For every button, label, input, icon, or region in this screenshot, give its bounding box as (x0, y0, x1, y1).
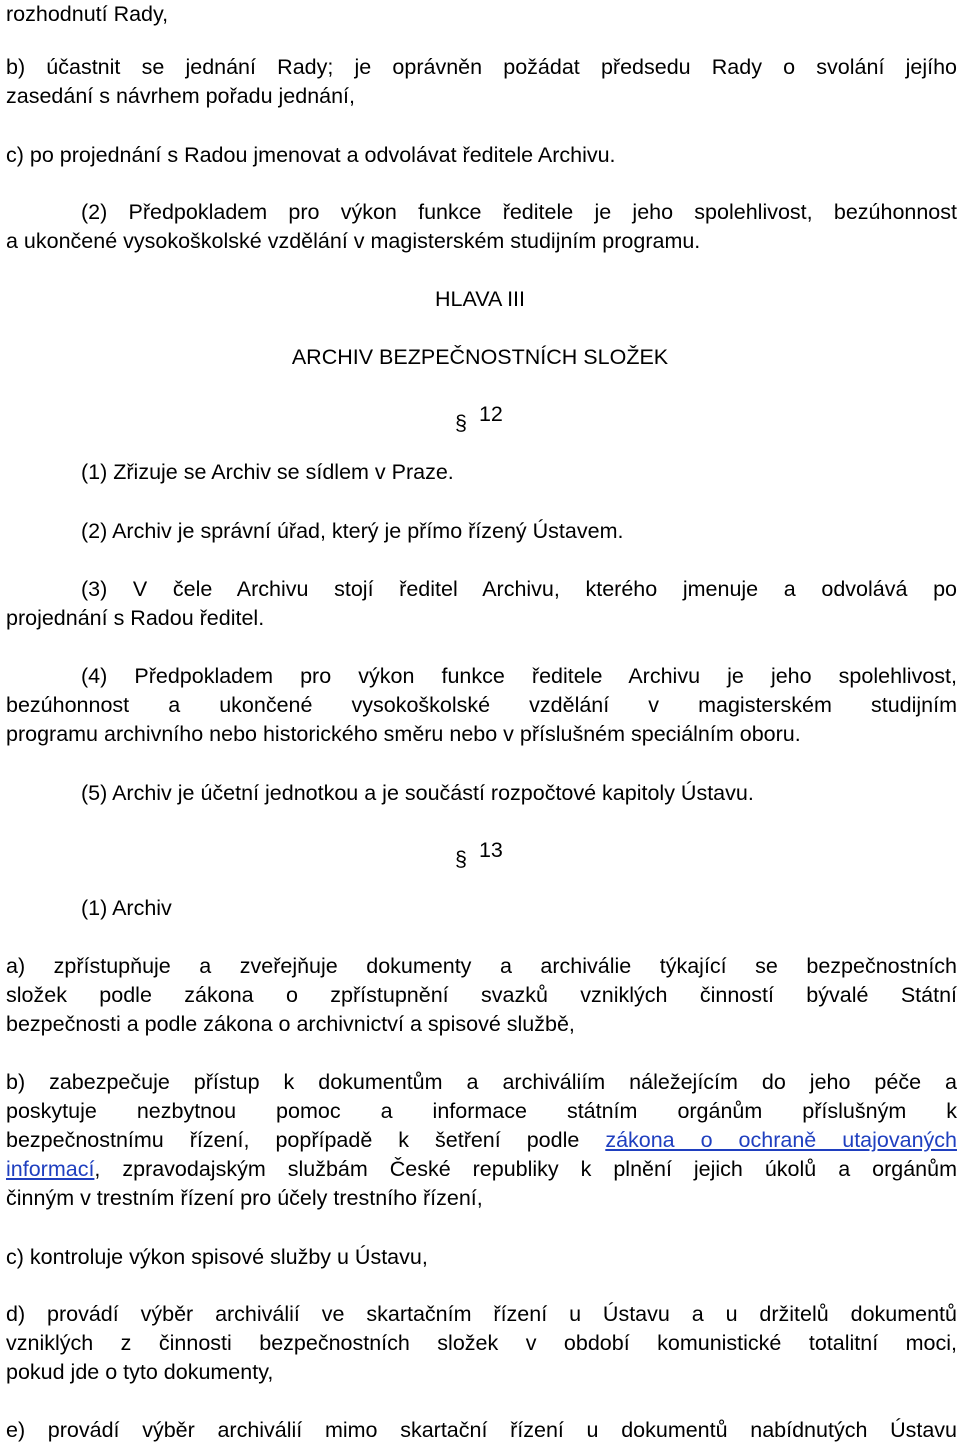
s13-item-a-line-2: složek podle zákona o zpřístupnění svazků vzniklých činností bývalé Státní (6, 983, 957, 1007)
item-c: c) po projednání s Radou jmenovat a odvolávat ředitele Archivu. (6, 143, 616, 167)
section-symbol: § (455, 411, 467, 435)
s13-item-b-text: , zpravodajským službám České republiky k plnění jejich úkolů a orgánům (94, 1157, 957, 1181)
s12-paragraph-1: (1) Zřizuje se Archiv se sídlem v Praze. (81, 460, 454, 484)
paragraph-2-line-1: (2) Předpokladem pro výkon funkce ředitele je jeho spolehlivost, bezúhonnost (81, 200, 957, 224)
s13-item-b-line-5: činným v trestním řízení pro účely trestního řízení, (6, 1186, 483, 1210)
s13-item-c: c) kontroluje výkon spisové služby u Ústavu, (6, 1245, 428, 1269)
law-link[interactable]: zákona o ochraně utajovaných (605, 1128, 957, 1152)
s12-paragraph-5: (5) Archiv je účetní jednotkou a je součástí rozpočtové kapitoly Ústavu. (81, 781, 754, 805)
section-number: 12 (478, 402, 503, 426)
s12-paragraph-3-line-1: (3) V čele Archivu stojí ředitel Archivu, kterého jmenuje a odvolává po (81, 577, 957, 601)
section-number: 13 (478, 838, 503, 862)
section-symbol: § (455, 847, 467, 871)
chapter-title: ARCHIV BEZPEČNOSTNÍCH SLOŽEK (291, 345, 669, 369)
s12-paragraph-2: (2) Archiv je správní úřad, který je přímo řízený Ústavem. (81, 519, 624, 543)
s12-paragraph-3-line-2: projednání s Radou ředitel. (6, 606, 265, 630)
s13-item-e-line-1: e) provádí výběr archiválií mimo skartační řízení u dokumentů nabídnutých Ústavu (6, 1418, 957, 1442)
section-13-heading (455, 836, 503, 871)
s13-item-d-line-3: pokud jde o tyto dokumenty, (6, 1360, 274, 1384)
s13-item-a-line-1: a) zpřístupňuje a zveřejňuje dokumenty a archiválie týkající se bezpečnostních (6, 954, 957, 978)
s13-item-b-line-3 (6, 1126, 957, 1155)
item-b-line-2: zasedání s návrhem pořadu jednání, (6, 84, 356, 108)
s13-item-d-line-2: vzniklých z činnosti bezpečnostních složek v období komunistické totalitní moci, (6, 1331, 957, 1355)
s13-item-d-line-1: d) provádí výběr archiválií ve skartačním řízení u Ústavu a u držitelů dokumentů (6, 1302, 957, 1326)
s13-item-b-line-2: poskytuje nezbytnou pomoc a informace státním orgánům příslušným k (6, 1099, 957, 1123)
section-12-heading (455, 400, 503, 435)
law-link-continued[interactable]: informací (6, 1157, 95, 1181)
s12-paragraph-4-line-1: (4) Předpokladem pro výkon funkce ředitele Archivu je jeho spolehlivost, (81, 664, 957, 688)
chapter-number: HLAVA III (434, 287, 526, 311)
s12-paragraph-4-line-3: programu archivního nebo historického směru nebo v příslušném speciálním oboru. (6, 722, 801, 746)
text-line: rozhodnutí Rady, (6, 2, 169, 26)
s13-paragraph-1: (1) Archiv (81, 896, 172, 920)
s13-item-b-line-1: b) zabezpečuje přístup k dokumentům a archiváliím náležejícím do jeho péče a (6, 1070, 957, 1094)
s13-item-b-text: bezpečnostnímu řízení, popřípadě k šetření podle (6, 1128, 606, 1152)
s12-paragraph-4-line-2: bezúhonnost a ukončené vysokoškolské vzdělání v magisterském studijním (6, 693, 957, 717)
item-b-line-1: b) účastnit se jednání Rady; je oprávněn požádat předsedu Rady o svolání jejího (6, 55, 957, 79)
s13-item-a-line-3: bezpečnosti a podle zákona o archivnictví a spisové službě, (6, 1012, 575, 1036)
paragraph-2-line-2: a ukončené vysokoškolské vzdělání v magisterském studijním programu. (6, 229, 701, 253)
s13-item-b-line-4 (6, 1155, 957, 1184)
